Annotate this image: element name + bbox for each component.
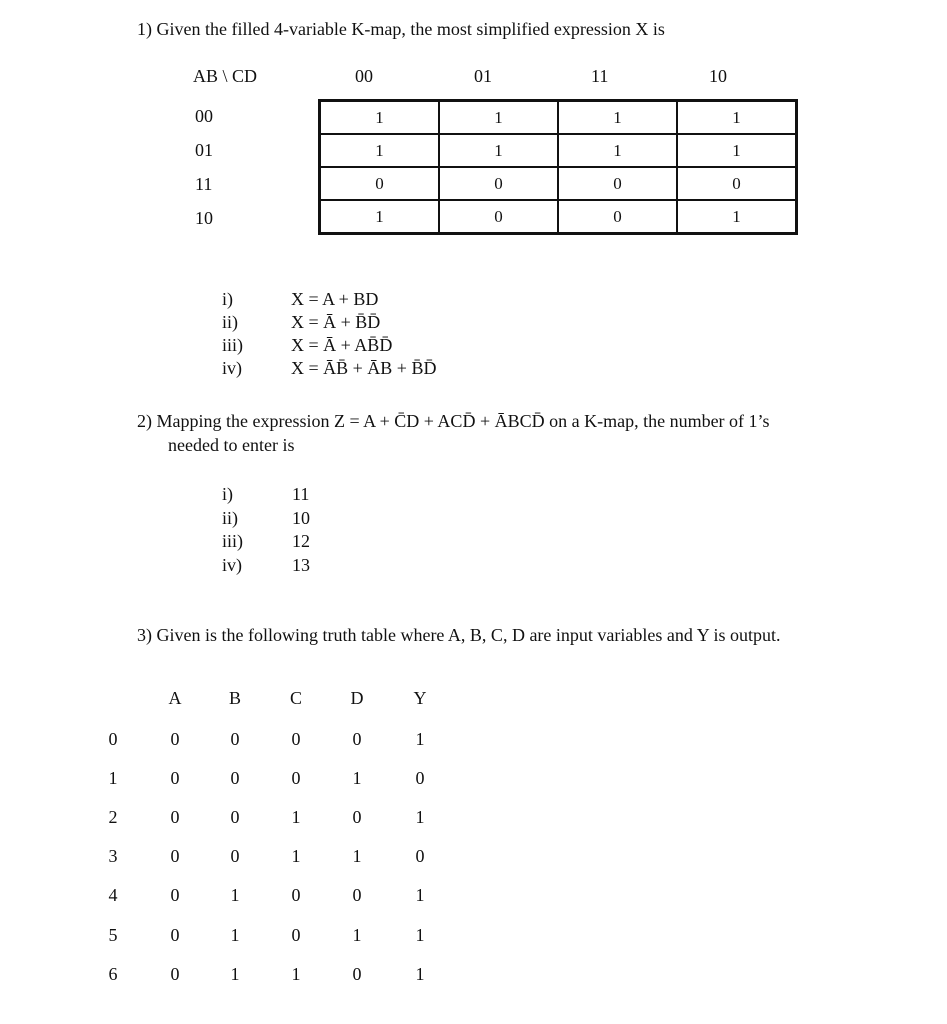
truth-table-cell: 1 xyxy=(415,729,425,749)
q1-option-markers xyxy=(222,288,243,380)
truth-table-header-d: D xyxy=(350,688,364,708)
kmap-table xyxy=(318,99,798,235)
q2-option-marker: iii) xyxy=(222,531,243,551)
truth-table-cell: 0 xyxy=(352,807,362,827)
q1-option-i: X = A + BD xyxy=(291,289,379,309)
q2-option-iv: 13 xyxy=(292,554,310,575)
truth-table-cell: 1 xyxy=(291,846,301,866)
truth-table-cell: 0 xyxy=(415,768,425,788)
truth-table-cell: 1 xyxy=(230,964,240,984)
truth-table-cell: 0 xyxy=(230,729,240,749)
truth-table-cell: 1 xyxy=(415,964,425,984)
truth-table-cell: 1 xyxy=(291,807,301,827)
kmap-cell: 0 xyxy=(558,200,677,234)
truth-table-cell: 1 xyxy=(415,807,425,827)
kmap-row-header-10: 10 xyxy=(195,208,213,228)
q1-option-marker: ii) xyxy=(222,312,238,332)
truth-table-cell: 1 xyxy=(415,885,425,905)
kmap-corner-label: AB \ CD xyxy=(193,66,258,86)
truth-table-row-index: 4 xyxy=(108,885,118,905)
kmap-cell: 1 xyxy=(558,134,677,167)
truth-table-row-index: 1 xyxy=(108,768,118,788)
truth-table-cell: 0 xyxy=(291,885,301,905)
kmap-col-header-11: 11 xyxy=(591,66,609,86)
truth-table-cell: 0 xyxy=(352,885,362,905)
q1-option-iii: X = Ā + AB̄D̄ xyxy=(291,335,393,355)
truth-table-cell: 0 xyxy=(170,768,180,788)
truth-table-cell: 0 xyxy=(230,768,240,788)
truth-table-header-b: B xyxy=(228,688,241,708)
kmap-cell: 1 xyxy=(439,134,558,167)
q3-prompt: 3) Given is the following truth table where A, B, C, D are input variables and Y is output. xyxy=(137,625,781,645)
kmap-cell: 1 xyxy=(320,101,440,135)
kmap-row-header-11: 11 xyxy=(195,174,213,194)
truth-table-cell: 0 xyxy=(352,964,362,984)
truth-table-cell: 1 xyxy=(352,925,362,945)
q2-option-marker: ii) xyxy=(222,507,238,528)
truth-table-cell: 1 xyxy=(352,846,362,866)
q1-option-marker: iii) xyxy=(222,335,243,355)
kmap-cell: 0 xyxy=(320,167,440,200)
truth-table-header-a: A xyxy=(168,688,182,708)
kmap-cell: 1 xyxy=(439,101,558,135)
q2-option-i: 11 xyxy=(292,484,310,504)
truth-table-cell: 0 xyxy=(230,807,240,827)
kmap-cell: 1 xyxy=(677,200,797,234)
q2-option-marker: i) xyxy=(222,484,233,504)
truth-table-cell: 0 xyxy=(291,729,301,749)
kmap-row-header-01: 01 xyxy=(195,140,213,160)
kmap-cell: 0 xyxy=(439,167,558,200)
kmap-col-header-01: 01 xyxy=(474,66,492,86)
truth-table-cell: 0 xyxy=(291,768,301,788)
truth-table-row-index: 6 xyxy=(108,964,118,984)
truth-table-cell: 0 xyxy=(230,846,240,866)
kmap-cell: 0 xyxy=(558,167,677,200)
kmap-cell: 1 xyxy=(558,101,677,135)
kmap-cell: 1 xyxy=(320,200,440,234)
truth-table-cell: 1 xyxy=(415,925,425,945)
q2-option-marker: iv) xyxy=(222,554,242,575)
truth-table-row-index: 0 xyxy=(108,729,118,749)
truth-table-cell: 0 xyxy=(170,925,180,945)
kmap-cell: 1 xyxy=(677,134,797,167)
kmap-cell: 0 xyxy=(677,167,797,200)
truth-table-row-index: 5 xyxy=(108,925,118,945)
q2-option-markers xyxy=(222,483,243,577)
truth-table-header-c: C xyxy=(289,688,302,708)
truth-table-cell: 0 xyxy=(170,729,180,749)
q1-option-marker: iv) xyxy=(222,358,242,378)
truth-table-row-index: 2 xyxy=(108,807,118,827)
q1-option-marker: i) xyxy=(222,289,233,309)
q2-option-iii: 12 xyxy=(292,531,310,551)
truth-table-cell: 1 xyxy=(352,768,362,788)
truth-table-cell: 1 xyxy=(230,925,240,945)
q2-option-ii: 10 xyxy=(292,507,310,528)
kmap-cell: 1 xyxy=(320,134,440,167)
truth-table-cell: 0 xyxy=(291,925,301,945)
kmap-row xyxy=(320,200,797,234)
truth-table-row-index: 3 xyxy=(108,846,118,866)
kmap-cell: 0 xyxy=(439,200,558,234)
kmap-col-header-10: 10 xyxy=(709,66,727,86)
q1-option-list xyxy=(291,288,436,380)
truth-table-cell: 1 xyxy=(230,885,240,905)
q1-option-ii: X = Ā + B̄D̄ xyxy=(291,312,381,332)
kmap-row xyxy=(320,101,797,135)
q2-prompt-line2: needed to enter is xyxy=(168,435,295,455)
truth-table-header-y: Y xyxy=(413,688,427,708)
truth-table-cell: 0 xyxy=(415,846,425,866)
truth-table-cell: 0 xyxy=(352,729,362,749)
kmap-cell: 1 xyxy=(677,101,797,135)
q1-prompt: 1) Given the filled 4-variable K-map, the most simplified expression X is xyxy=(137,19,665,39)
kmap-row xyxy=(320,167,797,200)
kmap-row xyxy=(320,134,797,167)
q1-option-iv: X = ĀB̄ + ĀB + B̄D̄ xyxy=(291,358,437,378)
kmap-col-header-00: 00 xyxy=(355,66,373,86)
kmap-row-header-00: 00 xyxy=(195,106,213,126)
q2-prompt-line1: 2) Mapping the expression Z = A + C̄D + ACD̄ + ĀBCD̄ on a K-map, the number of 1’s xyxy=(137,411,770,431)
truth-table-cell: 0 xyxy=(170,846,180,866)
q2-option-list xyxy=(292,483,310,577)
truth-table-cell: 0 xyxy=(170,964,180,984)
truth-table-cell: 1 xyxy=(291,964,301,984)
truth-table-cell: 0 xyxy=(170,807,180,827)
truth-table-cell: 0 xyxy=(170,885,180,905)
